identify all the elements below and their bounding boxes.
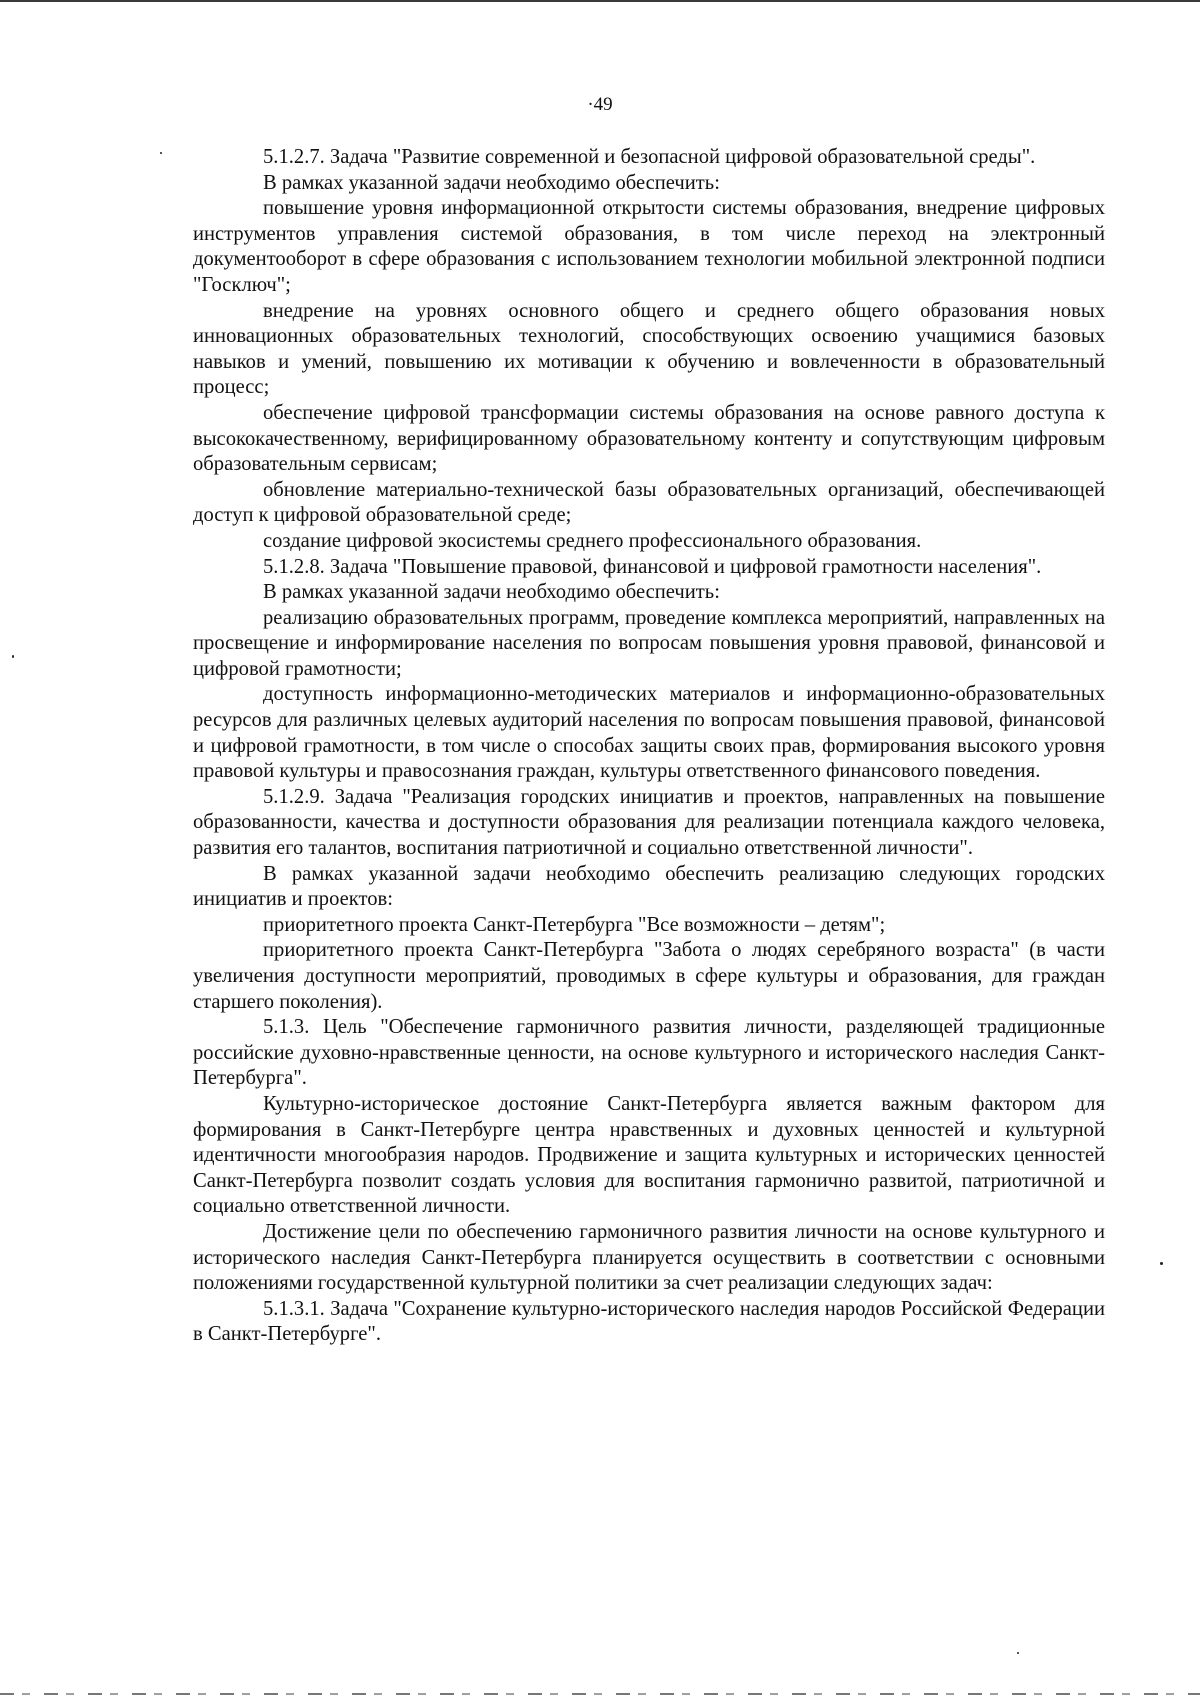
paragraph-task-5-1-2-7: 5.1.2.7. Задача "Развитие современной и безопасной цифровой образовательной среды". xyxy=(263,146,1036,168)
paragraph: Культурно-историческое достояние Санкт-Петербурга является важным фактором для формирования в Санкт-Петербурге центра нравственных и духовных ценностей и культурной идентичности многообразия народов. Продвижение и защита культурных и исторических ценностей Санкт-Петербурга позволит создать условия для воспитания гармонично развитой, патриотичной и социально ответственной личности. xyxy=(193,1092,1105,1218)
paragraph: приоритетного проекта Санкт-Петербурга "Все возможности – детям"; xyxy=(263,913,886,936)
paragraph-task-5-1-2-9: 5.1.2.9. Задача "Реализация городских инициатив и проектов, направленных на повышение образованности, качества и доступности образования для реализации потенциала каждого человека, развития его талантов, воспитания патриотичной и социально ответственной личности". xyxy=(193,785,1105,860)
scan-top-edge xyxy=(0,0,1200,2)
scan-speck xyxy=(12,655,14,658)
scan-speck xyxy=(160,152,162,154)
paragraph: обновление материально-технической базы образовательных организаций, обеспечивающей доступ к цифровой образовательной среде; xyxy=(193,478,1105,527)
paragraph: В рамках указанной задачи необходимо обеспечить реализацию следующих городских инициатив и проектов: xyxy=(193,862,1105,911)
paragraph: приоритетного проекта Санкт-Петербурга "Забота о людях серебряного возраста" (в части увеличения доступности мероприятий, проводимых в сфере культуры и образования, для граждан старшего поколения). xyxy=(193,939,1105,1013)
paragraph: обеспечение цифровой трансформации системы образования на основе равного доступа к высококачественному, верифицированному образовательному контенту и сопутствующим цифровым образовательным сервисам; xyxy=(193,401,1105,476)
paragraph: повышение уровня информационной открытости системы образования, внедрение цифровых инструментов управления системой образования, в том числе переход на электронный документооборот в сфере образования с использованием технологии мобильной электронной подписи "Госключ"; xyxy=(193,197,1105,296)
paragraph-task-5-1-3-1: 5.1.3.1. Задача "Сохранение культурно-исторического наследия народов Российской Федерации в Санкт-Петербурге". xyxy=(193,1297,1105,1346)
paragraph: доступность информационно-методических материалов и информационно-образовательных ресурсов для различных целевых аудиторий населения по вопросам повышения правовой, финансовой и цифровой грамотности, в том числе о способах защиты своих прав, формирования высокого уровня правовой культуры и правосознания граждан, культуры ответственного финансового поведения. xyxy=(193,683,1105,783)
paragraph-task-5-1-2-8: 5.1.2.8. Задача "Повышение правовой, финансовой и цифровой грамотности населения". xyxy=(263,555,1042,578)
body-text xyxy=(193,145,1105,1348)
scan-speck xyxy=(1017,1652,1019,1654)
scan-speck xyxy=(1160,1262,1163,1265)
paragraph: реализацию образовательных программ, проведение комплекса мероприятий, направленных на просвещение и информирование населения по вопросам повышения уровня правовой, финансовой и цифровой грамотности; xyxy=(193,606,1105,680)
paragraph: создание цифровой экосистемы среднего профессионального образования. xyxy=(263,529,922,552)
paragraph: внедрение на уровнях основного общего и среднего общего образования новых инновационных образовательных технологий, способствующих освоению учащимися базовых навыков и умений, повышению их мотивации к обучению и вовлеченности в образовательный процесс; xyxy=(193,299,1105,399)
paragraph: Достижение цели по обеспечению гармоничного развития личности на основе культурного и исторического наследия Санкт-Петербурга планируется осуществить в соответствии с основными положениями государственной культурной политики за счет реализации следующих задач: xyxy=(193,1220,1105,1295)
paragraph: В рамках указанной задачи необходимо обеспечить: xyxy=(263,581,720,604)
scan-bottom-edge xyxy=(0,1693,1200,1695)
paragraph-goal-5-1-3: 5.1.3. Цель "Обеспечение гармоничного развития личности, разделяющей традиционные российские духовно-нравственные ценности, на основе культурного и исторического наследия Санкт-Петербурга". xyxy=(193,1016,1105,1090)
paragraph: В рамках указанной задачи необходимо обеспечить: xyxy=(263,171,720,194)
page-number: ·49 xyxy=(587,94,613,115)
